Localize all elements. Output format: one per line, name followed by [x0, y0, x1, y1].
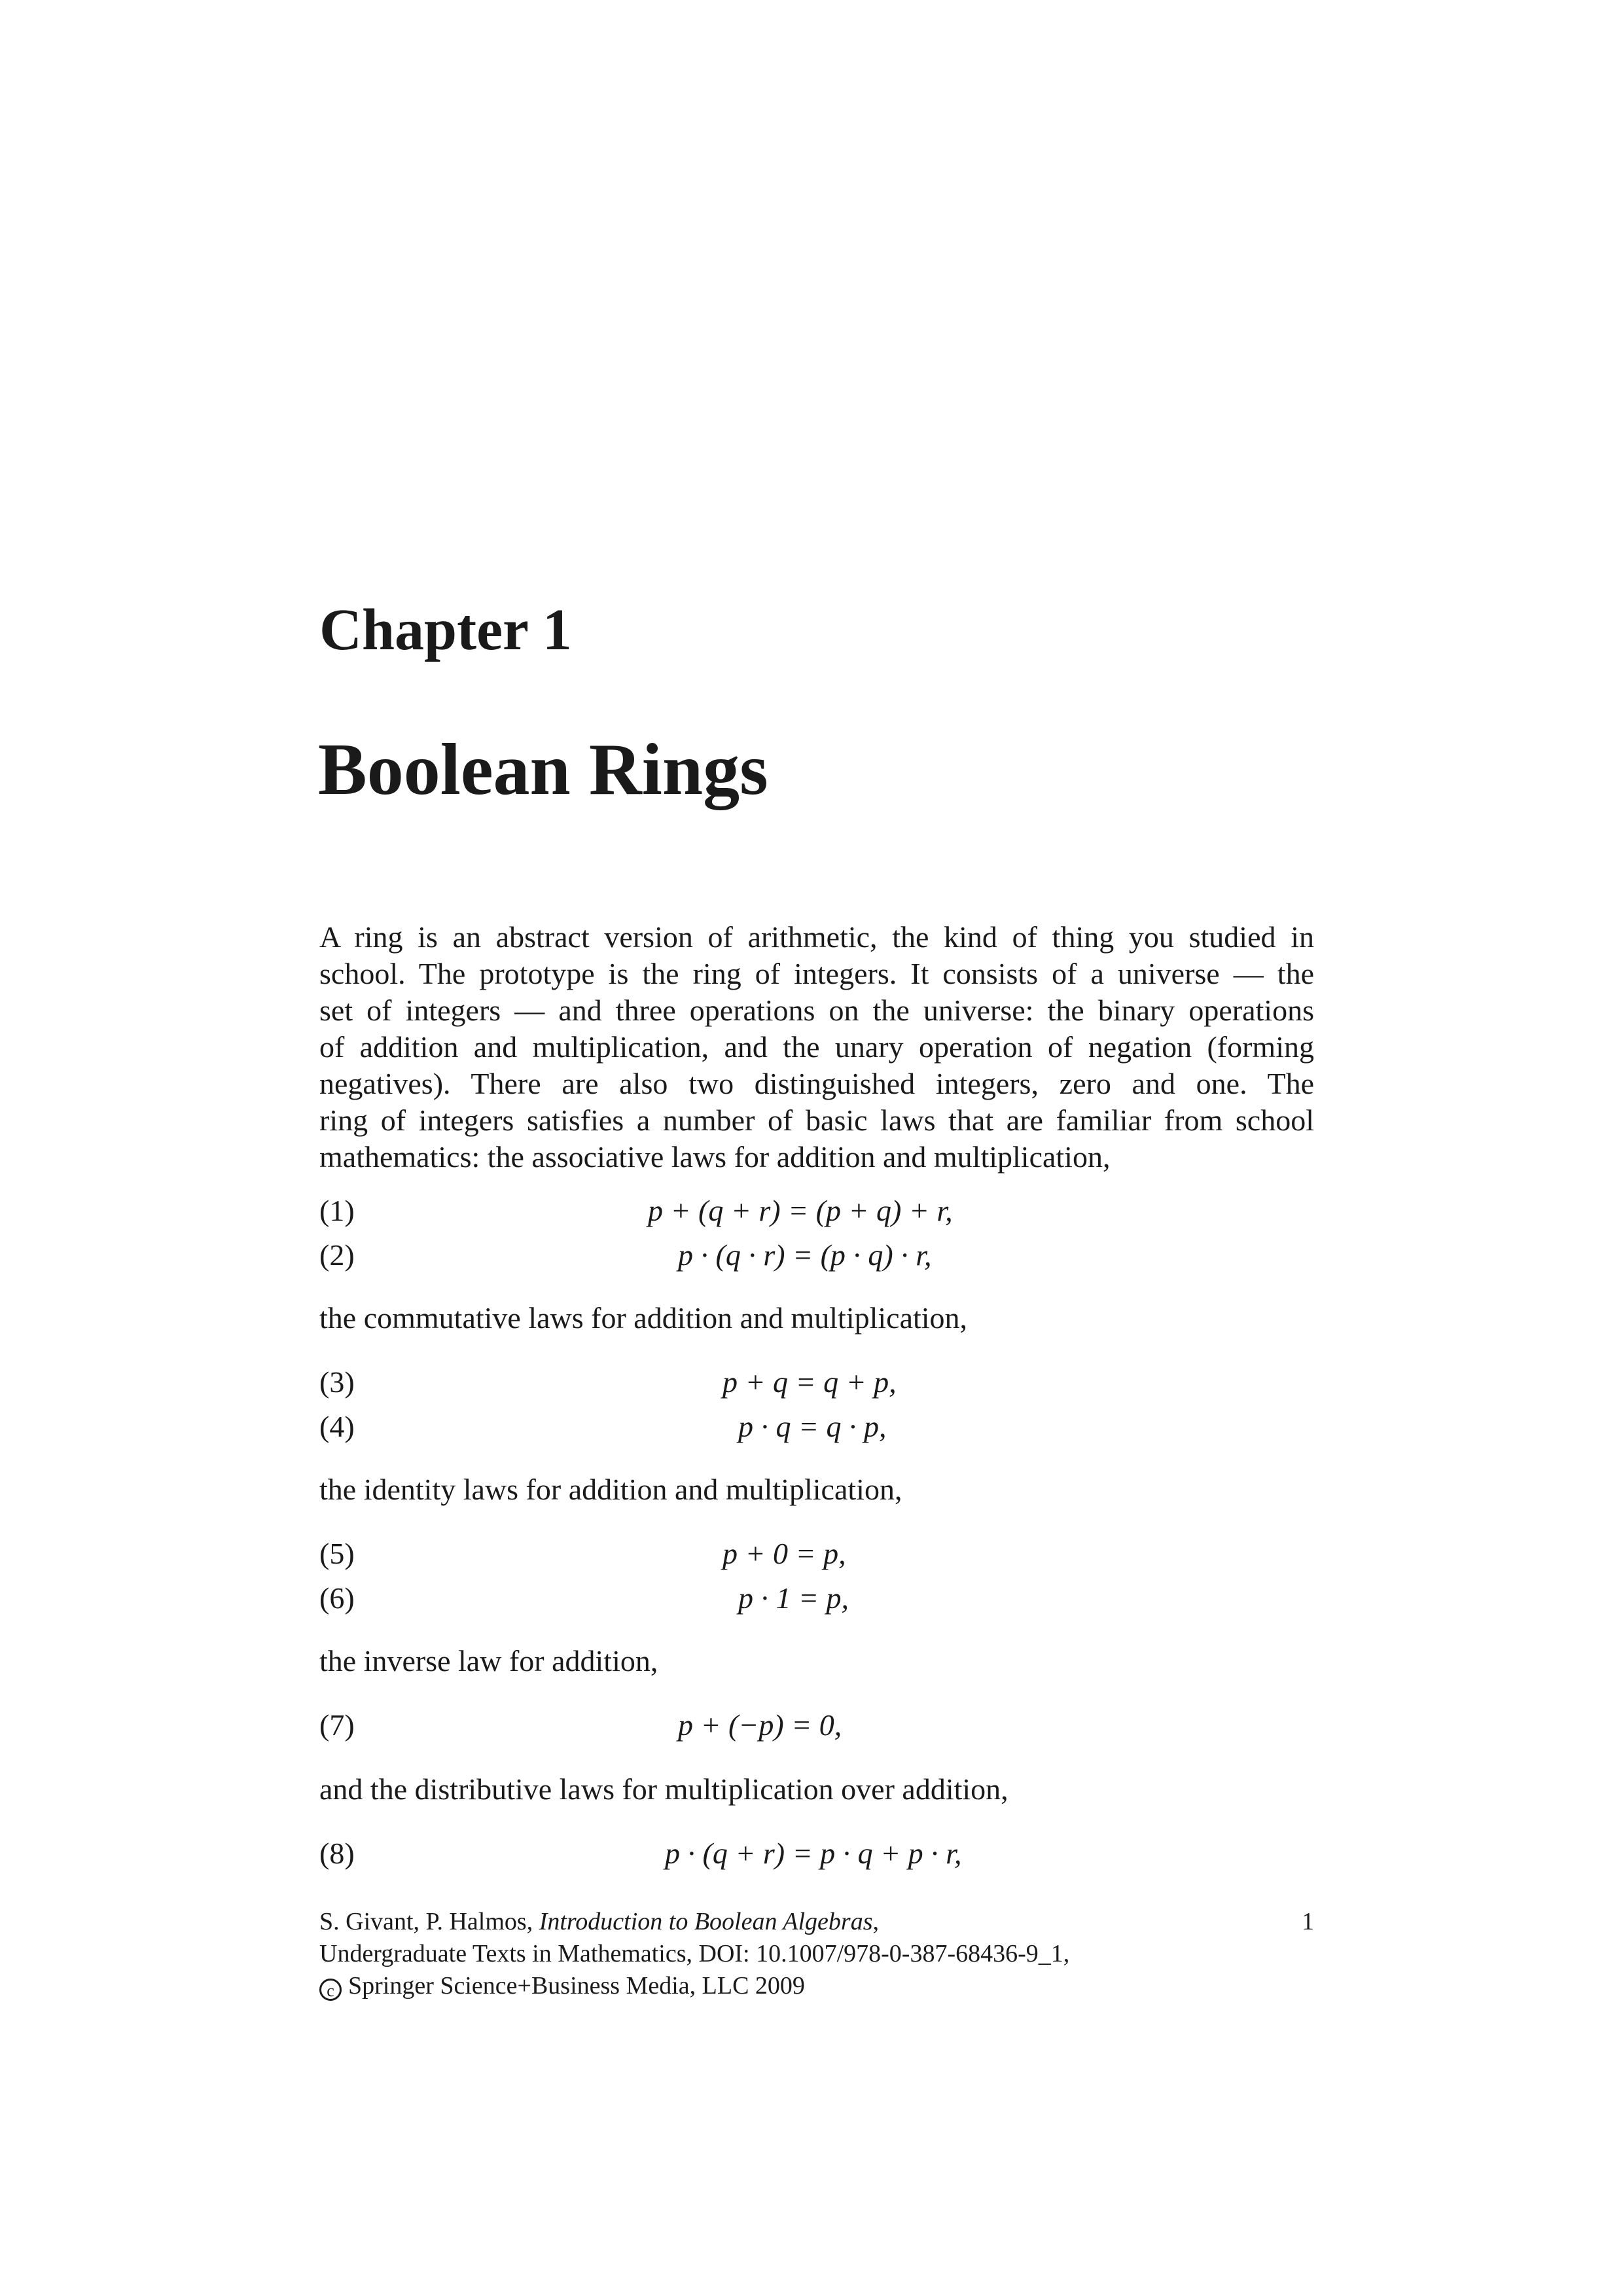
- chapter-label: Chapter 1: [319, 598, 572, 662]
- equation-expression: p · (q + r) = p · q + p · r,: [665, 1837, 962, 1870]
- citation-series-line: Undergraduate Texts in Mathematics, DOI: 10.1007/978-0-387-68436-9_1,: [319, 1940, 1070, 1967]
- equation-row: [319, 1193, 1314, 1229]
- equation-row: [319, 1835, 1314, 1872]
- equation-number: (1): [319, 1194, 355, 1227]
- commutative-connector: the commutative laws for addition and multiplication,: [319, 1301, 968, 1335]
- equation-number: (8): [319, 1837, 355, 1870]
- citation-copyright-text: Springer Science+Business Media, LLC 2009: [348, 1972, 805, 2000]
- distributive-connector: and the distributive laws for multiplication over addition,: [319, 1772, 1008, 1806]
- equation-expression: p · 1 = p,: [738, 1581, 849, 1615]
- equation-row: [319, 1707, 1314, 1744]
- identity-connector: the identity laws for addition and multiplication,: [319, 1473, 902, 1506]
- equation-number: (2): [319, 1238, 355, 1272]
- equation-number: (3): [319, 1365, 355, 1399]
- intro-line: set of integers — and three operations on the universe: the binary operations: [319, 994, 1314, 1027]
- equation-number: (6): [319, 1581, 355, 1615]
- equation-number: (4): [319, 1410, 355, 1443]
- equation-expression: p · (q · r) = (p · q) · r,: [678, 1238, 932, 1272]
- intro-line: of addition and multiplication, and the unary operation of negation (forming: [319, 1030, 1314, 1064]
- equation-expression: p + (−p) = 0,: [678, 1708, 842, 1742]
- equation-number: (5): [319, 1537, 355, 1570]
- intro-line: negatives). There are also two distinguished integers, zero and one. The: [319, 1067, 1314, 1100]
- equation-row: [319, 1535, 1314, 1572]
- inverse-connector: the inverse law for addition,: [319, 1644, 658, 1677]
- equation-row: [319, 1237, 1314, 1274]
- citation-footer: [319, 1906, 1314, 2002]
- equation-expression: p + (q + r) = (p + q) + r,: [648, 1194, 953, 1227]
- citation-authors-line: [319, 1906, 1314, 1938]
- equation-number: (7): [319, 1708, 355, 1742]
- equation-row: [319, 1580, 1314, 1617]
- equation-row: [319, 1408, 1314, 1445]
- citation-title-comma: ,: [872, 1908, 879, 1935]
- intro-paragraph: [319, 919, 1314, 1175]
- equation-expression: p + 0 = p,: [722, 1537, 846, 1570]
- intro-line: mathematics: the associative laws for addition and multiplication,: [319, 1140, 1111, 1174]
- intro-line: ring of integers satisfies a number of basic laws that are familiar from school: [319, 1103, 1314, 1137]
- page-number: 1: [1302, 1908, 1314, 1935]
- equation-expression: p · q = q · p,: [738, 1410, 887, 1443]
- equation-row: [319, 1364, 1314, 1401]
- citation-copyright-line: [319, 1970, 1314, 2002]
- intro-line: A ring is an abstract version of arithmetic, the kind of thing you studied in: [319, 920, 1314, 954]
- citation-authors: S. Givant, P. Halmos,: [319, 1908, 539, 1935]
- chapter-title: Boolean Rings: [318, 729, 768, 810]
- equation-expression: p + q = q + p,: [722, 1365, 897, 1399]
- intro-line: school. The prototype is the ring of integers. It consists of a universe — the: [319, 957, 1314, 990]
- citation-book-title: Introduction to Boolean Algebras: [539, 1908, 873, 1935]
- copyright-icon: c: [319, 1979, 342, 2001]
